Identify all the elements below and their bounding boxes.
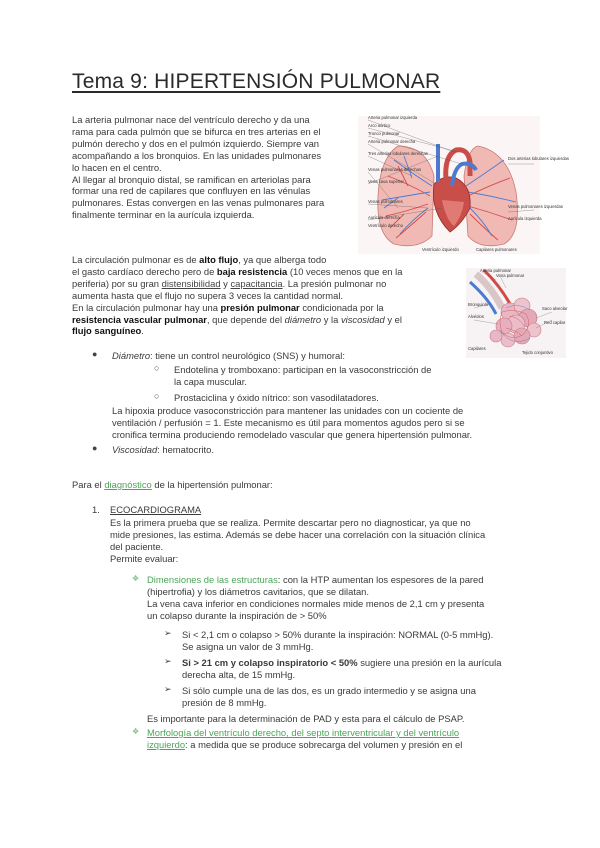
text-run: periferia) por su gran xyxy=(72,277,162,289)
text-run: La circulación pulmonar es de xyxy=(72,254,200,265)
text-run: : a medida que se produce sobrecarga del volumen y presión en el xyxy=(185,738,463,750)
circle-outline-icon: ○ xyxy=(154,391,160,401)
figure2-label: Bronquiolo xyxy=(468,302,489,307)
text-run: En la circulación pulmonar hay una xyxy=(72,301,221,313)
circulation-line xyxy=(72,325,452,337)
heart-lungs-illustration xyxy=(358,115,569,254)
text-run: (10 veces menos que en la xyxy=(287,265,403,277)
italic-term: viscosidad xyxy=(340,313,385,325)
text-run: sugiere una presión en la aurícula xyxy=(357,657,502,668)
arrowhead-icon: ➢ xyxy=(164,656,172,666)
figure1-label: Venas pulmonares xyxy=(368,199,403,204)
text-line: un colapso durante la inspiración de > 50% xyxy=(147,609,327,621)
bullet-dot-icon: ● xyxy=(92,443,98,453)
dimensiones-item xyxy=(147,574,547,622)
text-line: La hipoxia produce vasoconstricción para mantener las unidades con un cociente de xyxy=(112,405,464,416)
criterio-normal xyxy=(182,629,493,653)
figure2-label: Tejido conjuntivo xyxy=(522,350,553,355)
bold-term: Si > 21 cm y colapso inspiratorio < 50% xyxy=(182,657,358,668)
text-run: , que depende del xyxy=(206,313,285,325)
text-run: : tiene un control neurológico (SNS) y humoral: xyxy=(150,350,345,361)
diametro-item xyxy=(112,350,345,362)
bold-term: alto flujo xyxy=(199,254,239,265)
criterio-alto xyxy=(182,657,501,681)
intro-line: finalmente terminar en la aurícula izquierda. xyxy=(72,209,255,221)
figure1-label: Venas pulmonares derechas xyxy=(368,167,422,172)
intro-line: pulmonares. Estas convergen en las venas pulmonares para xyxy=(72,197,325,209)
eco-heading: ECOCARDIOGRAMA xyxy=(110,504,202,515)
figure1-label: Dos arterias lobulares izquierdas xyxy=(508,156,569,161)
morfologia-item xyxy=(147,727,547,751)
circulation-line xyxy=(72,278,452,290)
circle-outline-icon: ○ xyxy=(154,363,160,373)
figure1-label: Arteria pulmonar derecha xyxy=(368,139,416,144)
text-line: del paciente. xyxy=(110,540,164,552)
green-underlined-line: Morfología del ventrículo derecho, del septo interventricular y del ventrículo xyxy=(147,727,460,738)
figure1-label: Ventrículo izquierdo xyxy=(422,247,459,252)
intro-line: lo hacen en el centro. xyxy=(72,161,162,173)
text-run: de la hipertensión pulmonar: xyxy=(151,479,273,490)
text-line: Permite evaluar: xyxy=(110,552,179,564)
green-underlined-term: diagnóstico xyxy=(104,479,152,490)
figure1-label: Arteria pulmonar izquierda xyxy=(368,115,418,120)
alveoli-illustration xyxy=(466,268,566,358)
heart-lungs-figure xyxy=(358,115,569,254)
circulation-line xyxy=(72,266,452,278)
viscosidad-item xyxy=(112,444,214,456)
text-run: . xyxy=(141,325,144,337)
text-line: Es la primera prueba que se realiza. Permite descartar pero no diagnosticar, ya que no xyxy=(110,517,471,528)
intro-line: acompañando a los bronquios. En las unidades pulmonares xyxy=(72,149,322,161)
green-term: Dimensiones de las estructuras xyxy=(147,574,278,585)
figure1-label: Arco aórtico xyxy=(368,123,391,128)
intro-line: rama para cada pulmón que se bifurca en tres arterias en el xyxy=(72,125,321,137)
bold-term: baja resistencia xyxy=(216,265,288,277)
text-line: ventilación / perfusión = 1. Este mecanismo es útil para momentos agudos pero si se xyxy=(112,416,465,428)
intro-paragraph xyxy=(72,114,372,221)
arrowhead-icon: ➢ xyxy=(164,628,172,638)
text-line: Si < 2,1 cm o colapso > 50% durante la inspiración: NORMAL (0-5 mmHg). xyxy=(182,629,494,640)
intro-line: La arteria pulmonar nace del ventrículo derecho y da una xyxy=(72,114,310,125)
text-run: . La presión pulmonar no xyxy=(282,277,387,289)
text-run: el gasto cardíaco derecho pero de xyxy=(72,265,217,277)
page-title: Tema 9: HIPERTENSIÓN PULMONAR xyxy=(72,70,441,93)
underlined-term: distensibilidad xyxy=(161,277,221,289)
bullet-dot-icon: ● xyxy=(92,349,98,359)
figure1-label: Ventrículo derecho xyxy=(368,223,403,228)
italic-term: Diámetro xyxy=(112,350,151,361)
text-line: derecha alta, de 15 mmHg. xyxy=(182,668,296,680)
diagnostico-line xyxy=(72,479,273,491)
figure1-label: Tronco pulmonar xyxy=(368,131,400,136)
circulation-line xyxy=(72,314,452,326)
text-line: La vena cava inferior en condiciones normales mide menos de 2,1 cm y presenta xyxy=(147,597,485,609)
alveoli-figure xyxy=(466,268,566,358)
figure2-label: Alvéolos xyxy=(468,314,484,319)
text-run: condicionada por la xyxy=(299,301,384,313)
pad-line: Es importante para la determinación de PAD y esta para el cálculo de PSAP. xyxy=(147,713,465,724)
green-underlined-term: izquierdo xyxy=(147,738,186,750)
italic-term: Viscosidad xyxy=(112,444,158,455)
text-line xyxy=(147,739,547,751)
text-run: y el xyxy=(384,313,402,325)
figure2-label: Red capilar xyxy=(544,320,566,325)
underlined-term: capacitancia xyxy=(230,277,283,289)
text-line: mide presiones, las estima. Además se debe hacer una correlación con la situación clínica xyxy=(110,528,486,540)
figure1-label: Venas pulmonares izquierdas xyxy=(508,204,563,209)
bold-term: flujo sanguíneo xyxy=(72,325,142,337)
text-line: (hipertrofia) y los diámetros cavitarios, que se dilatan. xyxy=(147,585,369,597)
circulation-line xyxy=(72,302,452,314)
endotelina-item xyxy=(174,364,431,388)
diamond-bullet-icon: ❖ xyxy=(132,727,140,736)
figure2-label: Arteria pulmonar xyxy=(480,268,511,273)
text-run: y xyxy=(220,277,231,289)
criterio-intermedio xyxy=(182,685,476,709)
figure2-label: Saco alveolar xyxy=(542,306,568,311)
text-line: Endotelina y tromboxano: participan en la vasoconstricción de xyxy=(174,364,432,375)
intro-line: Al llegar al bronquio distal, se ramifican en arteriolas para xyxy=(72,173,311,185)
arrowhead-icon: ➢ xyxy=(164,684,172,694)
prostaciclina-item: Prostaciclina y óxido nítrico: son vasodilatadores. xyxy=(174,392,379,403)
figure1-label: Tres arterias lobulares derechas xyxy=(368,151,428,156)
figure1-label: Capilares pulmonares xyxy=(476,247,517,252)
diamond-bullet-icon: ❖ xyxy=(132,574,140,583)
eco-number: 1. xyxy=(92,504,100,515)
text-run: : con la HTP aumentan los espesores de la pared xyxy=(277,574,484,585)
bold-term: resistencia vascular pulmonar xyxy=(72,313,207,325)
text-run: , ya que alberga todo xyxy=(238,254,327,265)
circulation-line: aumenta hasta que el flujo no supera 3 veces la cantidad normal. xyxy=(72,289,344,301)
bold-term: presión pulmonar xyxy=(220,301,300,313)
intro-line: pulmón derecho y dos en el pulmón izquierdo. Siempre van xyxy=(72,137,320,149)
text-line: presión de 8 mmHg. xyxy=(182,696,267,708)
text-run: Para el xyxy=(72,479,105,490)
text-line: la capa muscular. xyxy=(174,375,247,387)
italic-term: diámetro xyxy=(284,313,322,325)
figure2-label: Capilares xyxy=(468,346,486,351)
figure2-label: Vena pulmonar xyxy=(496,273,525,278)
text-line: Si sólo cumple una de las dos, es un grado intermedio y se asigna una xyxy=(182,685,476,696)
text-line: Se asigna un valor de 3 mmHg. xyxy=(182,640,314,652)
text-line xyxy=(147,574,547,586)
figure1-label: Aurícula izquierda xyxy=(508,216,542,221)
figure1-label: Aurícula derecha xyxy=(368,215,400,220)
text-line xyxy=(182,657,501,669)
circulation-line xyxy=(72,254,452,266)
figure1-label: Vena cava superior xyxy=(368,179,404,184)
text-run: : hematocrito. xyxy=(157,444,214,455)
circulation-paragraph xyxy=(72,254,452,337)
intro-line: formar una red de capilares que confluyen en las vénulas xyxy=(72,185,311,197)
text-run: y la xyxy=(321,313,341,325)
eco-intro xyxy=(110,517,540,565)
text-line: cronifica termina produciendo remodelado vascular que genera hipertensión pulmonar. xyxy=(112,428,473,440)
hipoxia-paragraph xyxy=(112,405,532,441)
